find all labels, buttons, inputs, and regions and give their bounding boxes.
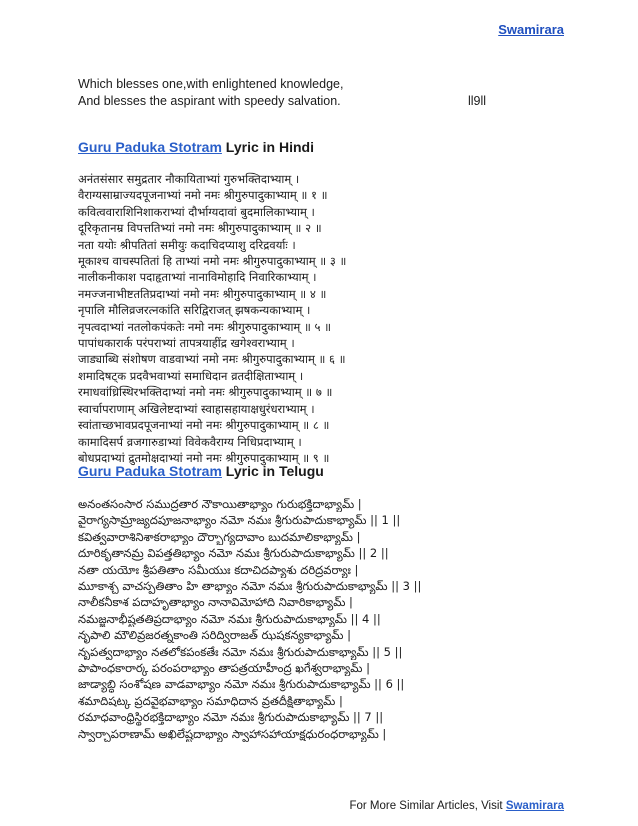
lyric-line: अनंतसंसार समुद्रतार नौकायिताभ्यां गुरुभक्तिदाभ्याम् । <box>78 172 300 186</box>
telugu-heading-link[interactable]: Guru Paduka Stotram <box>78 463 222 479</box>
lyric-line: అనంతసంసార సముద్రతార నౌకాయితాభ్యాం గురుభక్తిదాభ్యామ్ | <box>78 497 362 511</box>
lyric-line: कवित्ववाराशिनिशाकराभ्यां दौर्भाग्यदावां बुदमालिकाभ्याम् । <box>78 204 315 219</box>
lyric-line: కవిత్వవారాశినిశాకరాభ్యాం దౌర్భాగ్యదావాం బుదమాలికాభ్యామ్ | <box>78 529 361 544</box>
lyric-line: పాపాంధకారార్క పరంపరాభ్యాం తాపత్రయాహీంద్ర ఖగేశ్వరాభ్యామ్ | <box>78 661 370 676</box>
lyric-line: पापांधकारार्क परंपराभ्यां तापत्रयाहींद्र खगेश्वराभ्याम् । <box>78 336 295 351</box>
lyric-line: नृपालि मौलिव्रजरत्नकांति सरिद्विराजत् झषकन्यकाभ्याम् । <box>78 303 311 318</box>
lyric-line: నృపాలి మౌలివ్రజరత్నకాంతి సరిద్విరాజత్ ఝషకన్యకాభ్యామ్ | <box>78 628 351 643</box>
lyric-line: నతా యయోః శ్రీపతితాం సమీయుః కదాచిదప్యాశు దరిద్రవర్యాః | <box>78 562 359 577</box>
intro-block <box>78 76 558 110</box>
intro-line-2-row <box>78 93 558 110</box>
verse-number: ll9ll <box>467 94 486 108</box>
hindi-heading-link[interactable]: Guru Paduka Stotram <box>78 139 222 155</box>
lyric-line: स्वांताच्छभावप्रदपूजनाभ्यां नमो नमः श्रीगुरुपादुकाभ्याम् ॥ ८ ॥ <box>78 418 330 433</box>
lyric-line: कामादिसर्प व्रजगारुडाभ्यां विवेकवैराग्य निधिप्रदाभ्याम् । <box>78 434 302 449</box>
lyric-line: జాడ్యాబ్ధి సంశోషణ వాడవాభ్యాం నమో నమః శ్రీగురుపాదుకాభ్యామ్ || 6 || <box>78 677 405 692</box>
hindi-heading <box>78 139 314 155</box>
lyric-line: नमज्जनाभीष्टततिप्रदाभ्यां नमो नमः श्रीगुरुपादुकाभ्याम् ॥ ४ ॥ <box>78 286 327 301</box>
lyric-line: जाड्याब्धि संशोषण वाडवाभ्यां नमो नमः श्रीगुरुपादुकाभ्याम् ॥ ६ ॥ <box>78 352 346 367</box>
lyric-line: వైరాగ్యసామ్రాజ్యదపూజనాభ్యాం నమో నమః శ్రీగురుపాదుకాభ్యామ్ || 1 || <box>78 513 401 528</box>
lyric-line: స్వార్చాపరాణామ్ అఖిలేష్టదాభ్యాం స్వాహాసహాయాక్షధురంధరాభ్యామ్ | <box>78 726 387 741</box>
lyric-line: దూరికృతానమ్ర విపత్తతిభ్యాం నమో నమః శ్రీగురుపాదుకాభ్యామ్ || 2 || <box>78 546 389 561</box>
telugu-heading-text: Lyric in Telugu <box>221 463 324 479</box>
lyric-line: नता ययोः श्रीपतितां समीयुः कदाचिदप्याशु दरिद्रवर्याः । <box>78 237 296 252</box>
footer <box>349 800 564 812</box>
lyric-line: నాలీకనీకాశ పదాహృతాభ్యాం నానావిమోహాది నివారికాభ్యామ్ | <box>78 595 353 610</box>
lyric-line: दूरिकृतानम्र विपत्ततिभ्यां नमो नमः श्रीगुरुपादुकाभ्याम् ॥ २ ॥ <box>78 221 322 236</box>
lyric-line: మూకాశ్చ వాచస్పతితాం హి తాభ్యాం నమో నమః శ్రీగురుపాదుకాభ్యామ్ || 3 || <box>78 579 422 594</box>
telugu-lyrics <box>78 496 558 742</box>
lyric-line: वैराग्यसाम्राज्यदपूजनाभ्यां नमो नमः श्रीगुरुपादुकाभ्याम् ॥ १ ॥ <box>78 188 328 203</box>
lyric-line: मूकाश्च वाचस्पतितां हि ताभ्यां नमो नमः श्रीगुरुपादुकाभ्याम् ॥ ३ ॥ <box>78 254 347 269</box>
lyric-line: नालीकनीकाश पदाहृताभ्यां नानाविमोहादि निवारिकाभ्याम् । <box>78 270 317 285</box>
lyric-line: శమాదిషట్క ప్రదవైభవాభ్యాం సమాధిదాన వ్రతదీక్షితాభ్యామ్ | <box>78 693 343 708</box>
telugu-heading <box>78 463 324 479</box>
brand-link[interactable]: Swamirara <box>498 22 564 37</box>
lyric-line: నమజ్జనాభీష్టతతిప్రదాభ్యాం నమో నమః శ్రీగురుపాదుకాభ్యామ్ || 4 || <box>78 611 381 626</box>
lyric-line: स्वार्चापराणाम् अखिलेष्टदाभ्यां स्वाहासहायाक्षधुरंधराभ्याम् । <box>78 401 315 416</box>
lyric-line: नृपत्वदाभ्यां नतलोकपंकतेः नमो नमः श्रीगुरुपादुकाभ्याम् ॥ ५ ॥ <box>78 319 332 334</box>
hindi-lyrics <box>78 171 558 466</box>
lyric-line: रमाधवांध्रिस्थिरभक्तिदाभ्यां नमो नमः श्रीगुरुपादुकाभ्याम् ॥ ७ ॥ <box>78 385 333 400</box>
hindi-heading-text: Lyric in Hindi <box>221 139 314 155</box>
lyric-line: రమాధవాంధ్రిస్థిరభక్తిదాభ్యాం నమో నమః శ్రీగురుపాదుకాభ్యామ్ || 7 || <box>78 710 384 725</box>
intro-line-1: Which blesses one,with enlightened knowledge, <box>78 77 344 91</box>
lyric-line: शमादिषट्क प्रदवैभवाभ्यां समाधिदान व्रतदीक्षिताभ्याम् । <box>78 368 304 383</box>
footer-text: For More Similar Articles, Visit <box>349 800 506 812</box>
lyric-line: बोधप्रदाभ्यां द्रुतमोक्षदाभ्यां नमो नमः श्रीगुरुपादुकाभ्याम् ॥ ९ ॥ <box>78 450 330 465</box>
lyric-line: నృపత్వదాభ్యాం నతలోకపంకతేః నమో నమః శ్రీగురుపాదుకాభ్యామ్ || 5 || <box>78 644 403 659</box>
intro-line-2: And blesses the aspirant with speedy salvation. <box>78 94 341 108</box>
footer-link[interactable]: Swamirara <box>505 800 564 812</box>
